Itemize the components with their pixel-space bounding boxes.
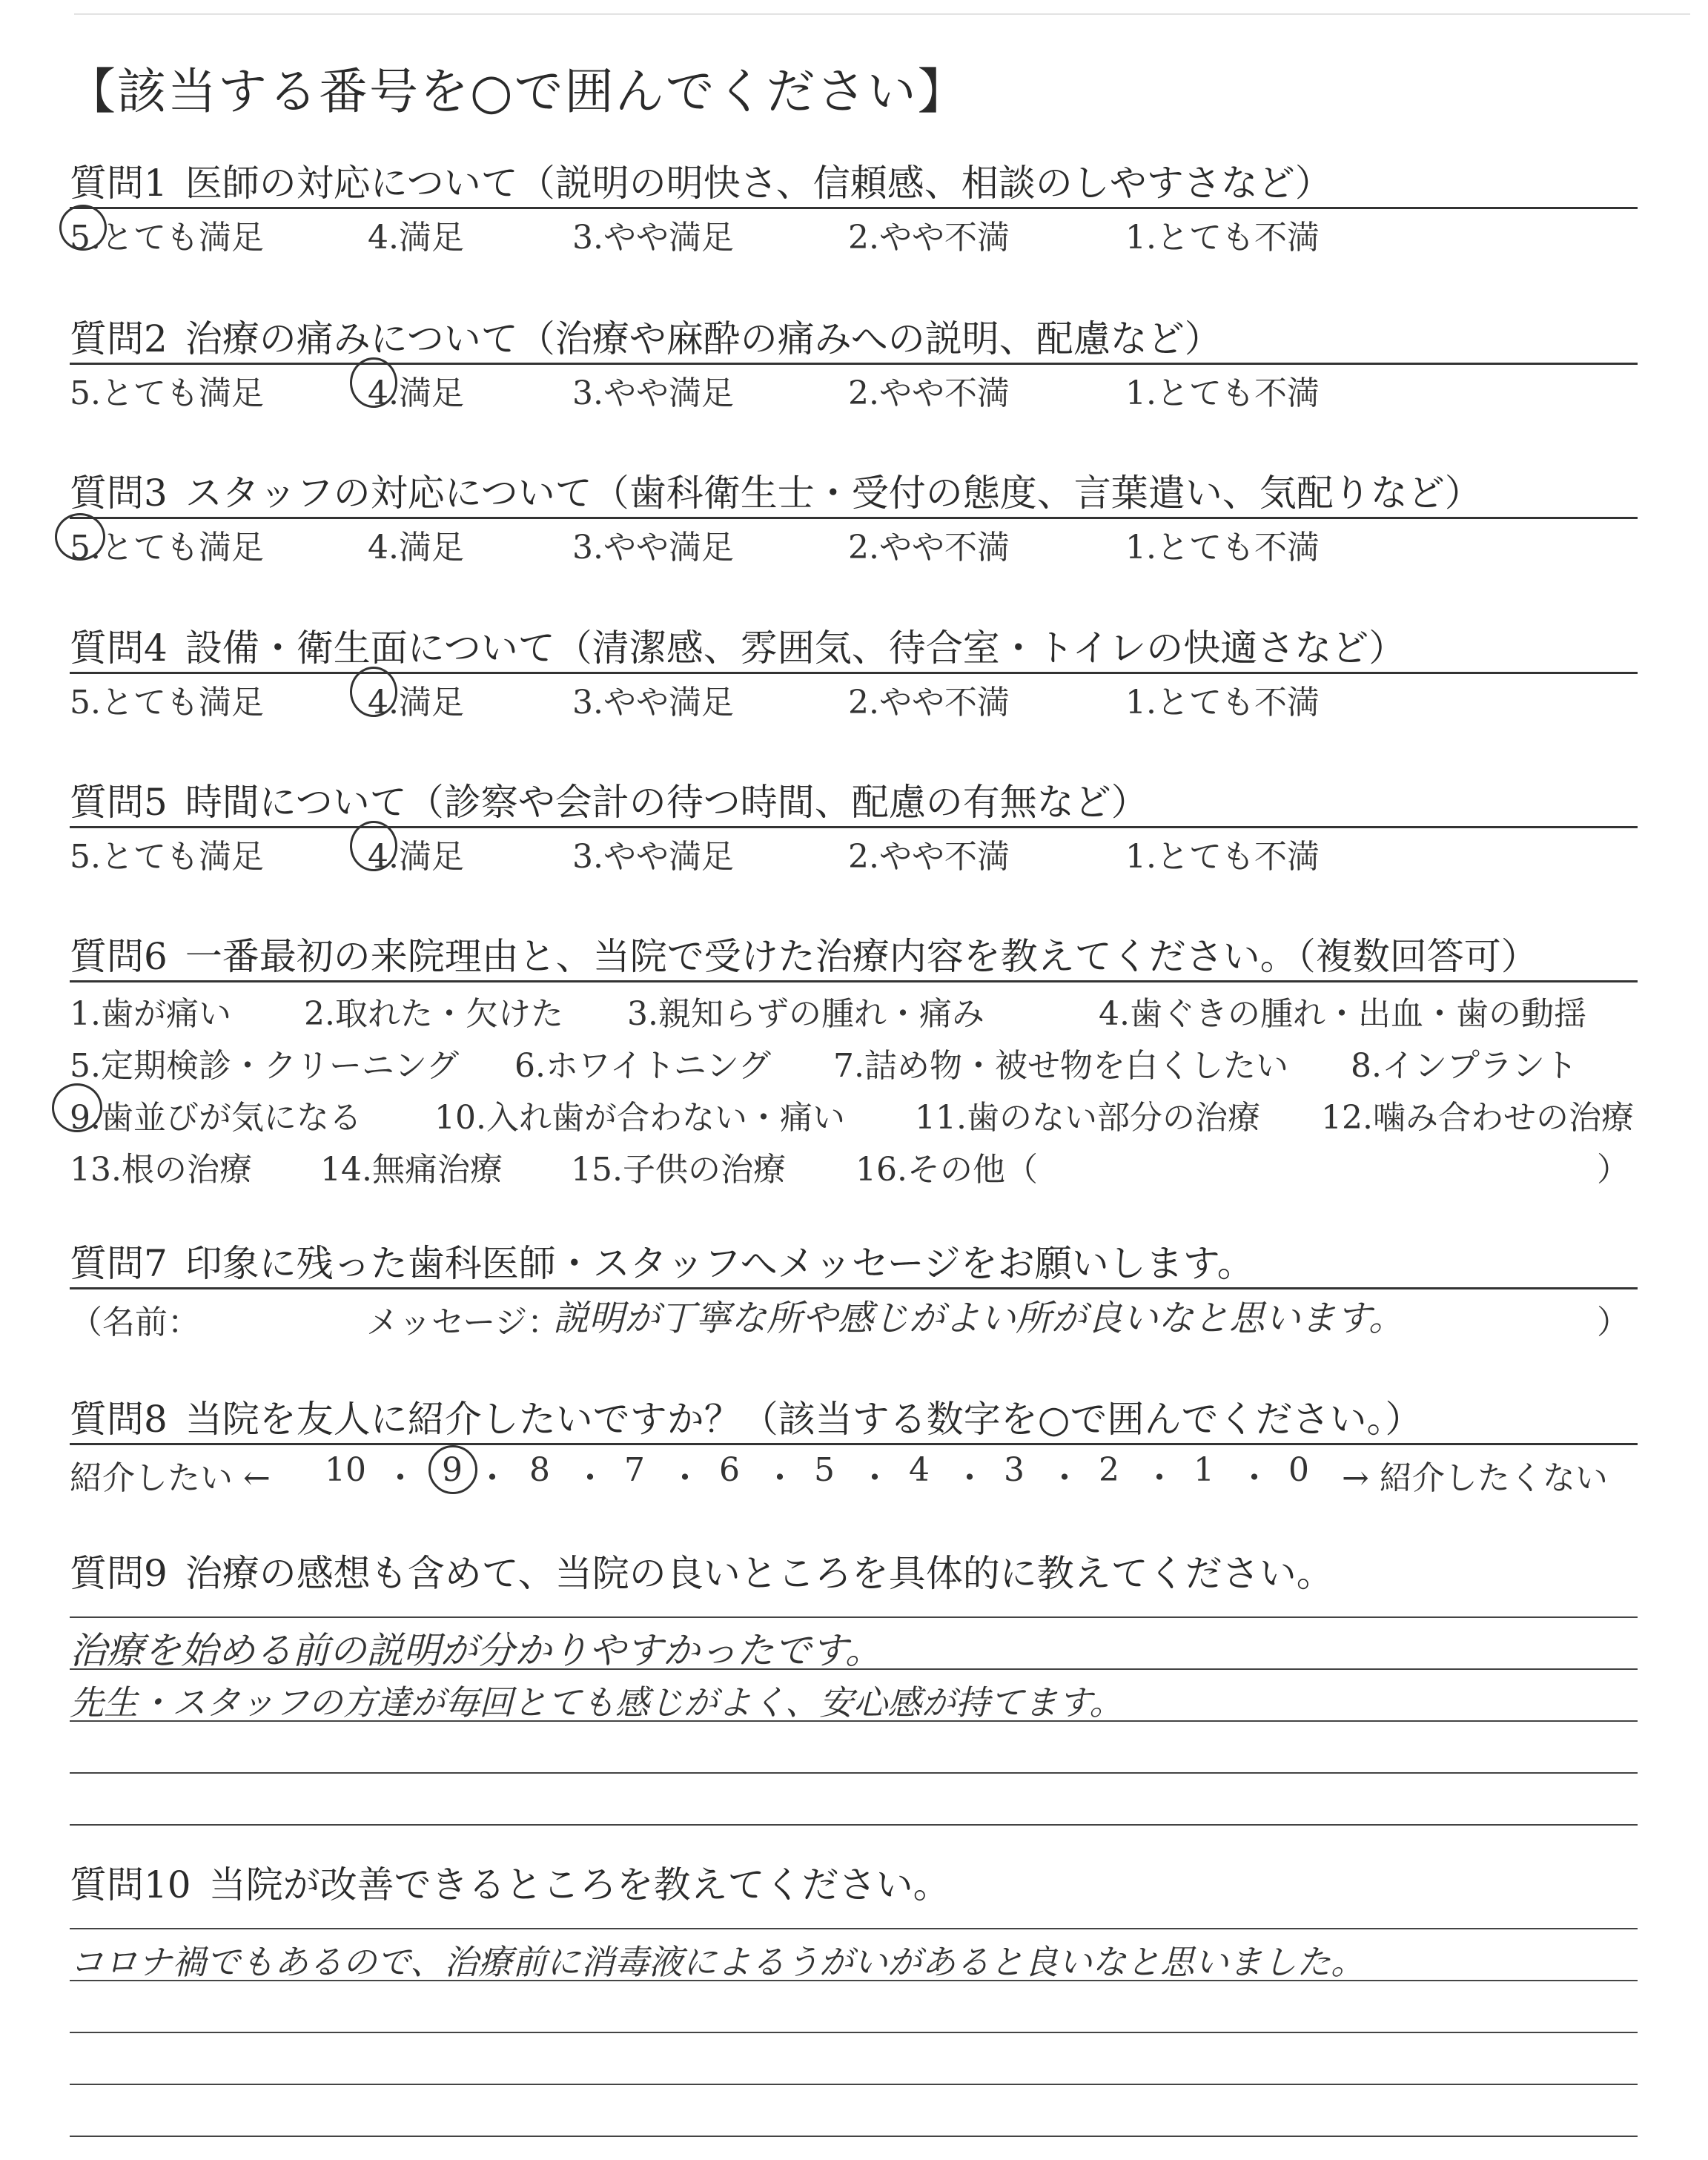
rating-options — [70, 828, 1638, 876]
question-text: 印象に残った歯科医師・スタッフへメッセージをお願いします。 — [185, 1242, 1254, 1285]
reason-option[interactable]: 2.取れた・欠けた — [304, 995, 563, 1033]
message-row — [70, 1289, 1638, 1341]
question-4 — [70, 624, 1638, 719]
question-text: 治療の感想も含めて、当院の良いところを具体的に教えてください。 — [185, 1552, 1334, 1595]
question-7 — [70, 1240, 1638, 1341]
option-3[interactable]: 3.やや満足 — [572, 374, 734, 412]
answer-line — [70, 2032, 1638, 2033]
question-7-heading — [70, 1240, 1638, 1287]
question-6 — [70, 933, 1638, 1190]
recommend-left-label: 紹介したい ← — [70, 1459, 271, 1497]
rating-options — [70, 519, 1638, 567]
scale-6[interactable]: 6 — [719, 1451, 740, 1489]
option-5[interactable]: 5.とても満足 — [70, 374, 264, 412]
answer-line — [70, 1616, 1638, 1618]
reason-row-4 — [70, 1138, 1638, 1190]
option-3[interactable]: 3.やや満足 — [572, 684, 734, 721]
question-10-heading — [70, 1861, 1638, 1909]
answer-line — [70, 1824, 1638, 1826]
rating-options — [70, 209, 1638, 257]
option-4[interactable]: 4.満足 — [368, 838, 464, 876]
question-number: 質問10 — [70, 1863, 191, 1906]
option-4[interactable]: 4.満足 — [368, 374, 464, 412]
reason-option[interactable]: 8.インプラント — [1351, 1047, 1578, 1085]
question-number: 質問1 — [70, 162, 168, 205]
question-text: 当院を友人に紹介したいですか？（該当する数字を○で囲んでください。） — [185, 1398, 1423, 1441]
question-number: 質問4 — [70, 627, 168, 670]
scale-sep: ・ — [669, 1459, 701, 1497]
scale-sep: ・ — [858, 1459, 891, 1497]
question-9 — [70, 1550, 1638, 1832]
option-1[interactable]: 1.とても不満 — [1125, 374, 1320, 412]
message-close-paren: ） — [1597, 1304, 1629, 1341]
scale-3[interactable]: 3 — [1004, 1451, 1025, 1489]
reason-option[interactable]: 14.無痛治療 — [320, 1151, 503, 1189]
reason-option[interactable]: 10.入れ歯が合わない・痛い — [434, 1099, 845, 1137]
scale-sep: ・ — [1143, 1459, 1176, 1497]
question-3-heading — [70, 469, 1638, 517]
question-text: 治療の痛みについて（治療や麻酔の痛みへの説明、配慮など） — [185, 317, 1222, 360]
question-5 — [70, 779, 1638, 876]
scale-10[interactable]: 10 — [325, 1451, 366, 1489]
rating-options — [70, 674, 1638, 719]
reason-option[interactable]: 1.歯が痛い — [70, 995, 231, 1033]
answer-handwritten-1[interactable]: 治療を始める前の説明が分かりやすかったです。 — [70, 1629, 882, 1672]
recommend-right-label: → 紹介したくない — [1342, 1459, 1608, 1497]
question-text: 医師の対応について（説明の明快さ、信頼感、相談のしやすさなど） — [185, 162, 1332, 205]
selected-circle-5 — [59, 205, 107, 251]
question-9-heading — [70, 1550, 1638, 1597]
answer-line — [70, 2084, 1638, 2085]
option-5[interactable]: 5.とても満足 — [70, 838, 264, 876]
question-number: 質問6 — [70, 935, 168, 978]
name-label: （名前： — [70, 1304, 200, 1341]
option-4[interactable]: 4.満足 — [368, 219, 464, 257]
option-1[interactable]: 1.とても不満 — [1125, 219, 1320, 257]
option-1[interactable]: 1.とても不満 — [1125, 684, 1320, 721]
scale-8[interactable]: 8 — [529, 1451, 550, 1489]
option-1[interactable]: 1.とても不満 — [1125, 838, 1320, 876]
selected-circle-4 — [350, 821, 397, 871]
option-5[interactable]: 5.とても満足 — [70, 219, 264, 257]
scale-9[interactable]: 9 — [442, 1451, 463, 1489]
question-number: 質問2 — [70, 317, 168, 360]
answer-line — [70, 2136, 1638, 2137]
scale-sep: ・ — [574, 1459, 606, 1497]
selected-circle-9 — [428, 1445, 477, 1494]
scale-sep: ・ — [384, 1459, 417, 1497]
scale-sep: ・ — [1048, 1459, 1081, 1497]
option-2[interactable]: 2.やや不満 — [848, 684, 1010, 721]
reason-option[interactable]: 7.詰め物・被せ物を白くしたい — [833, 1047, 1288, 1085]
option-5[interactable]: 5.とても満足 — [70, 684, 264, 721]
scale-sep: ・ — [1238, 1459, 1271, 1497]
option-3[interactable]: 3.やや満足 — [572, 219, 734, 257]
option-4[interactable]: 4.満足 — [368, 684, 464, 721]
option-2[interactable]: 2.やや不満 — [848, 219, 1010, 257]
message-handwritten[interactable]: 説明が丁寧な所や感じがよい所が良いなと思います。 — [553, 1298, 1405, 1339]
question-4-heading — [70, 624, 1638, 672]
question-2 — [70, 315, 1638, 412]
question-text: 一番最初の来院理由と、当院で受けた治療内容を教えてください。（複数回答可） — [185, 935, 1538, 978]
question-text: 時間について（診察や会計の待つ時間、配慮の有無など） — [185, 781, 1148, 824]
question-number: 質問3 — [70, 472, 168, 515]
form-title: 【該当する番号を○で囲んでください】 — [67, 63, 968, 120]
recommend-scale — [70, 1445, 1638, 1497]
question-5-heading — [70, 779, 1638, 826]
reason-option[interactable]: 11.歯のない部分の治療 — [915, 1099, 1260, 1137]
scale-2[interactable]: 2 — [1099, 1451, 1119, 1489]
question-number: 質問7 — [70, 1242, 168, 1285]
selected-circle-5 — [55, 513, 105, 561]
option-1[interactable]: 1.とても不満 — [1125, 529, 1320, 567]
question-number: 質問9 — [70, 1552, 168, 1595]
question-number: 質問5 — [70, 781, 168, 824]
question-text: 当院が改善できるところを教えてください。 — [208, 1863, 950, 1906]
reason-row-2 — [70, 1034, 1638, 1086]
scale-sep: ・ — [953, 1459, 986, 1497]
scale-7[interactable]: 7 — [624, 1451, 645, 1489]
question-text: 設備・衛生面について（清潔感、雰囲気、待合室・トイレの快適さなど） — [185, 627, 1406, 670]
scale-sep: ・ — [476, 1459, 509, 1497]
question-text: スタッフの対応について（歯科衛生士・受付の態度、言葉遣い、気配りなど） — [185, 472, 1482, 515]
reason-option[interactable]: 9.歯並びが気になる — [70, 1099, 362, 1137]
reason-option[interactable]: 4.歯ぐきの腫れ・出血・歯の動揺 — [1099, 995, 1586, 1033]
question-6-heading — [70, 933, 1638, 980]
option-2[interactable]: 2.やや不満 — [848, 838, 1010, 876]
answer-handwritten-2[interactable]: 先生・スタッフの方達が毎回とても感じがよく、安心感が持てます。 — [70, 1682, 1124, 1723]
scale-sep: ・ — [764, 1459, 796, 1497]
option-2[interactable]: 2.やや不満 — [848, 529, 1010, 567]
top-edge-line — [74, 13, 1690, 15]
question-8-heading — [70, 1396, 1638, 1443]
option-2[interactable]: 2.やや不満 — [848, 374, 1010, 412]
reason-row-3 — [70, 1086, 1638, 1138]
answer-line — [70, 1772, 1638, 1774]
selected-circle-9 — [52, 1083, 102, 1132]
option-4[interactable]: 4.満足 — [368, 529, 464, 567]
reason-option[interactable]: 13.根の治療 — [70, 1151, 252, 1189]
other-close-paren: ） — [1597, 1151, 1629, 1189]
option-3[interactable]: 3.やや満足 — [572, 529, 734, 567]
question-2-heading — [70, 315, 1638, 363]
reason-option[interactable]: 3.親知らずの腫れ・痛み — [627, 995, 984, 1033]
answer-handwritten-1[interactable]: コロナ禍でもあるので、治療前に消毒液によるうがいがあると良いなと思いました。 — [70, 1942, 1366, 1982]
reason-option[interactable]: 6.ホワイトニング — [514, 1047, 772, 1085]
selected-circle-4 — [350, 357, 397, 408]
reason-option[interactable]: 16.その他（ — [855, 1151, 1038, 1189]
reason-row-1 — [70, 982, 1638, 1034]
option-3[interactable]: 3.やや満足 — [572, 838, 734, 876]
scale-5[interactable]: 5 — [814, 1451, 835, 1489]
message-label: メッセージ： — [366, 1304, 560, 1341]
question-10 — [70, 1861, 1638, 2143]
question-number: 質問8 — [70, 1398, 168, 1441]
scale-0[interactable]: 0 — [1288, 1451, 1309, 1489]
reason-option[interactable]: 12.噛み合わせの治療 — [1321, 1099, 1634, 1137]
question-8 — [70, 1396, 1638, 1497]
reason-option[interactable]: 15.子供の治療 — [571, 1151, 786, 1189]
option-5[interactable]: 5.とても満足 — [70, 529, 264, 567]
rating-options — [70, 365, 1638, 412]
scale-1[interactable]: 1 — [1194, 1451, 1214, 1489]
reason-option[interactable]: 5.定期検診・クリーニング — [70, 1047, 460, 1085]
answer-line — [70, 1928, 1638, 1929]
question-1 — [70, 159, 1638, 257]
scale-4[interactable]: 4 — [909, 1451, 930, 1489]
question-1-heading — [70, 159, 1638, 207]
question-3 — [70, 469, 1638, 567]
selected-circle-4 — [350, 667, 397, 717]
